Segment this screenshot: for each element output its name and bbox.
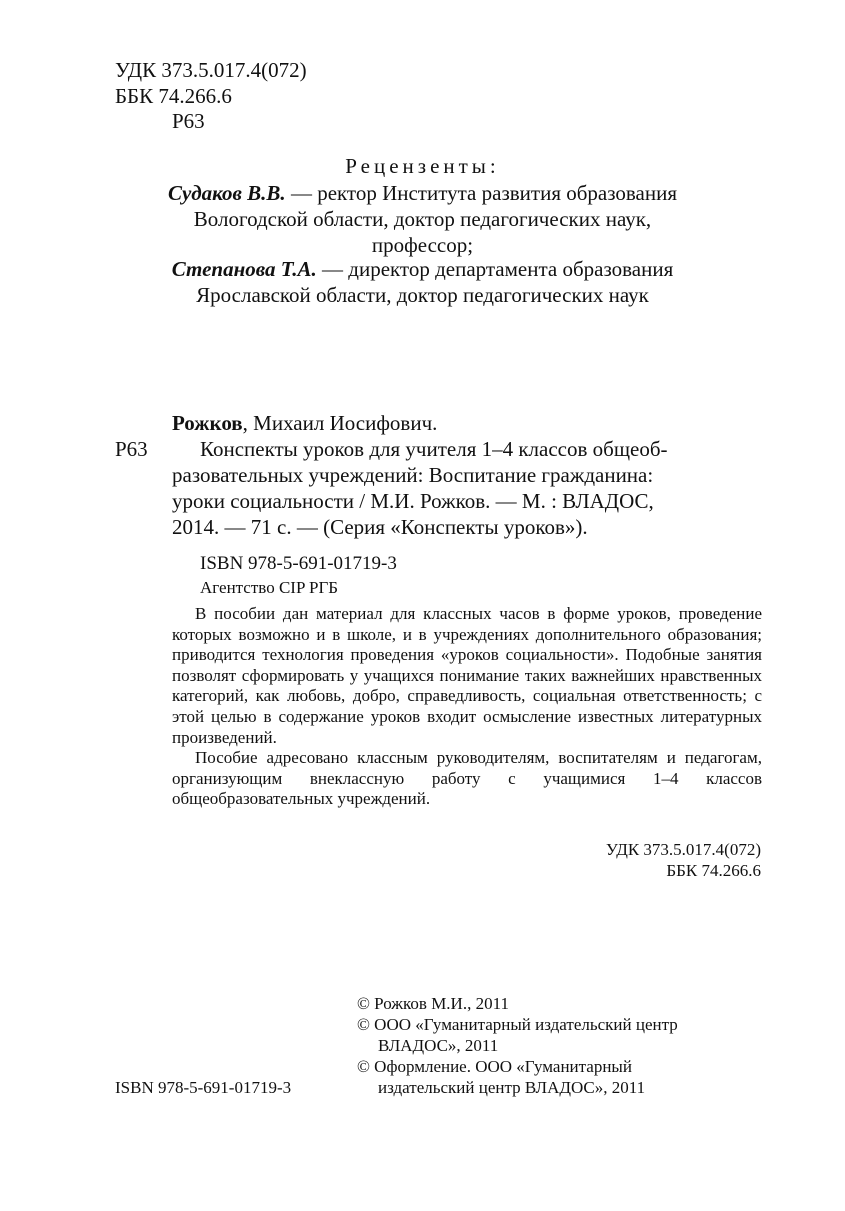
udk-code: УДК 373.5.017.4(072) bbox=[115, 58, 307, 82]
record-title-line-3: уроки социальности / М.И. Рожков. — М. : ВЛАДОС, bbox=[172, 489, 654, 513]
reviewer-1-line2: Вологодской области, доктор педагогических наук, bbox=[193, 207, 652, 231]
record-title-line-4: 2014. — 71 с. — (Серия «Конспекты уроков»). bbox=[172, 515, 588, 539]
bbk-code: ББК 74.266.6 bbox=[115, 84, 232, 108]
annotation bbox=[172, 604, 762, 810]
reviewer-2-line1 bbox=[0, 256, 845, 282]
record-author bbox=[172, 410, 437, 436]
reviewer-2-line2: Ярославской области, доктор педагогических наук bbox=[196, 283, 649, 307]
record-author-surname: Рожков bbox=[172, 411, 243, 435]
copyright-line-3: ВЛАДОС», 2011 bbox=[378, 1036, 499, 1055]
reviewer-1-line1 bbox=[0, 180, 845, 206]
copyright-line-2: © ООО «Гуманитарный издательский центр bbox=[357, 1015, 678, 1034]
annotation-udk: УДК 373.5.017.4(072) bbox=[605, 840, 761, 859]
reviewer-2-name: Степанова Т.А. bbox=[171, 257, 317, 281]
record-isbn: ISBN 978-5-691-01719-3 bbox=[200, 553, 397, 574]
copyright-line-1: © Рожков М.И., 2011 bbox=[357, 994, 509, 1013]
record-title-line-1: Конспекты уроков для учителя 1–4 классов общеоб- bbox=[200, 437, 668, 461]
reviewer-2-role: — директор департамента образования bbox=[316, 257, 674, 281]
record-author-name: , Михаил Иосифович. bbox=[242, 411, 438, 435]
record-title-line-2: разовательных учреждений: Воспитание гражданина: bbox=[172, 463, 654, 487]
copyright-isbn: ISBN 978-5-691-01719-3 bbox=[115, 1078, 292, 1097]
reviewer-1-line3: профессор; bbox=[371, 233, 474, 257]
copyright-line-4: © Оформление. ООО «Гуманитарный bbox=[357, 1057, 632, 1076]
record-agency: Агентство CIP РГБ bbox=[200, 578, 339, 597]
annotation-bbk: ББК 74.266.6 bbox=[666, 861, 761, 880]
reviewer-1-name: Судаков В.В. bbox=[168, 181, 286, 205]
copyright-line-5: издательский центр ВЛАДОС», 2011 bbox=[378, 1078, 646, 1097]
reviewers-title: Рецензенты: bbox=[345, 154, 500, 178]
reviewer-1-role: — ректор Института развития образования bbox=[285, 181, 677, 205]
annotation-paragraph-2: Пособие адресовано классным руководителям, воспитателям и педагогам, организующим внеклассную работу с учащимися 1–4 классов общеобразовательных учреждений. bbox=[172, 748, 762, 809]
author-mark: Р63 bbox=[172, 109, 205, 133]
record-mark: Р63 bbox=[115, 437, 148, 461]
annotation-paragraph-1: В пособии дан материал для классных часов в форме уроков, проведение которых возможно и в школе, и в учреждениях дополнительного образования; приводится технология проведения «уроков социальности». Подобные занятия позволят сформировать у учащихся понимание таких важнейших нравственных категорий, как любовь, добро, справедливость, социальная ответственность; с этой целью в содержание уроков входит осмысление известных литературных произведений. bbox=[172, 604, 762, 747]
